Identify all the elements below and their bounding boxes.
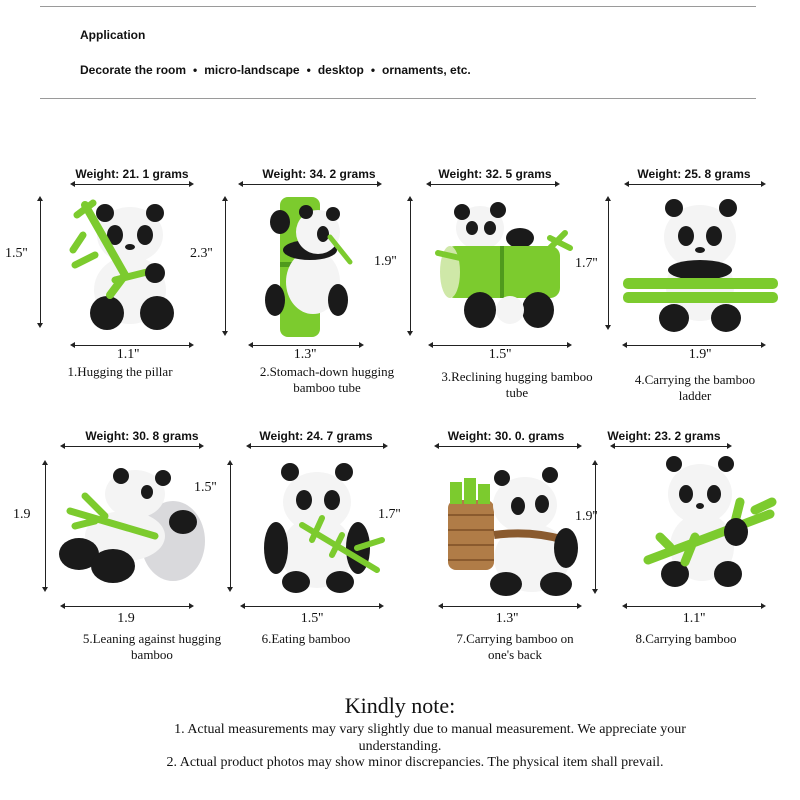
weight-label: Weight: 30. 0. grams [447,429,565,443]
height-arrow [230,462,231,590]
panda-stomach-down-tube-icon [258,192,358,342]
weight-label: Weight: 34. 2 grams [262,167,376,181]
height-label: 1.7'' [575,256,598,271]
width-arrow [72,345,192,346]
caption-line: 2.Stomach-down hugging [259,364,395,379]
caption-line: ladder [678,388,712,403]
height-arrow [225,198,226,334]
width-arrow [624,345,764,346]
width-arrow [624,606,764,607]
height-arrow [40,198,41,326]
width-arrow-top [428,184,558,185]
caption-line: one's back [488,647,542,662]
caption-line: 7.Carrying bamboo on [456,631,574,646]
width-arrow-top [436,446,580,447]
weight-label: Weight: 24. 7 grams [259,429,373,443]
width-label: 1.9'' [688,347,712,362]
width-arrow-top [240,184,380,185]
product-caption [606,631,766,647]
weight-label: Weight: 25. 8 grams [637,167,751,181]
note-line: 2. Actual product photos may show minor discrepancies. The physical item shall prevail. [166,755,664,770]
width-arrow-top [72,184,192,185]
product-caption [425,631,605,663]
product-caption [236,631,376,647]
width-arrow-top [248,446,386,447]
caption-line: 8.Carrying bamboo [635,631,737,646]
section-rule [40,98,756,99]
height-arrow [45,462,46,590]
panda-basket-back-icon [440,460,590,600]
product-caption [605,372,785,404]
product-caption [20,364,220,380]
caption-line: bamboo tube [293,380,361,395]
width-label: 1.1'' [116,347,140,362]
separator-dot: • [370,63,376,77]
panda-carrying-bamboo-icon [640,452,780,592]
height-label: 1.9 [13,507,31,522]
product-caption [232,364,422,396]
width-label: 1.3'' [495,611,519,626]
width-arrow [430,345,570,346]
note-title: Kindly note: [344,693,456,718]
application-title: Application [80,28,146,42]
height-label: 2.3'' [190,246,213,261]
panda-eating-bamboo-icon [262,460,392,595]
application-item: ornaments, etc. [382,63,471,77]
width-label: 1.5'' [488,347,512,362]
caption-line: bamboo [131,647,173,662]
caption-line: tube [505,385,529,400]
height-arrow [608,198,609,328]
width-label: 1.3'' [293,347,317,362]
product-caption [412,369,622,401]
width-label: 1.1'' [682,611,706,626]
width-arrow [62,606,192,607]
separator-dot: • [306,63,311,77]
caption-line: 5.Leaning against hugging [82,631,222,646]
height-label: 1.5'' [5,246,28,261]
product-caption [52,631,252,663]
panda-leaning-icon [55,466,215,591]
weight-label: Weight: 32. 5 grams [438,167,552,181]
panda-hugging-pillar-icon [65,195,190,335]
width-label: 1.5'' [300,611,324,626]
width-arrow [440,606,580,607]
height-label: 1.9'' [575,509,598,524]
top-rule [40,6,756,7]
height-label: 1.7'' [378,507,401,522]
width-arrow [250,345,362,346]
panda-bamboo-ladder-icon [620,192,780,337]
caption-line: 3.Reclining hugging bamboo [441,369,593,384]
application-description [80,63,471,77]
caption-line: 1.Hugging the pillar [67,364,173,379]
width-arrow-top [612,446,730,447]
height-label: 1.9'' [374,254,397,269]
application-item: desktop [317,63,364,77]
weight-label: Weight: 21. 1 grams [75,167,189,181]
application-item: Decorate the room [80,63,187,77]
separator-dot: • [193,63,198,77]
height-label-secondary: 1.5'' [194,480,217,495]
application-item: micro-landscape [204,63,300,77]
width-arrow-top [62,446,202,447]
width-label: 1.9 [117,611,135,626]
caption-line: 6.Eating bamboo [261,631,351,646]
height-arrow [410,198,411,334]
height-arrow [595,462,596,592]
weight-label: Weight: 23. 2 grams [607,429,721,443]
width-arrow [242,606,382,607]
panda-reclining-tube-icon [430,198,580,338]
note-line: 1. Actual measurements may vary slightly due to manual measurement. We appreciate your [174,722,686,737]
caption-line: 4.Carrying the bamboo [634,372,756,387]
weight-label: Weight: 30. 8 grams [85,429,199,443]
note-line: understanding. [358,739,442,754]
width-arrow-top [626,184,764,185]
